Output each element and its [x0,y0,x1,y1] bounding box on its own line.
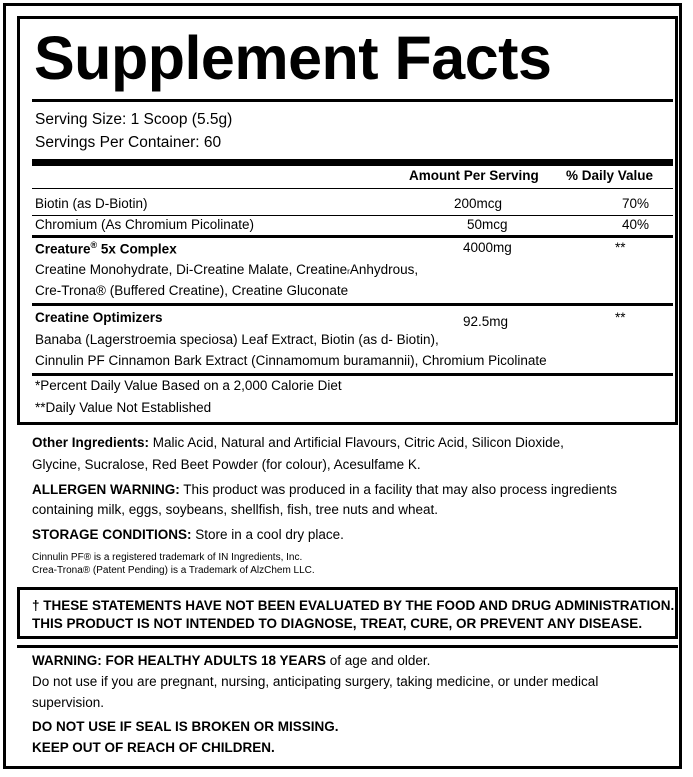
optimizers-dv: ** [615,310,626,325]
serving-rule [32,159,673,166]
header-rule [32,188,673,189]
footnote-dv: *Percent Daily Value Based on a 2,000 Calorie Diet [35,378,342,393]
warning-rule [17,645,678,648]
row-chromium-dv: 40% [622,217,650,232]
optimizers-name: Creatine Optimizers [35,310,163,325]
row-chromium-amount: 50mcg [467,217,508,232]
creature-amount: 4000mg [463,240,512,255]
children-warning: KEEP OUT OF REACH OF CHILDREN. [32,740,275,755]
row-rule [32,215,673,216]
optimizers-amount: 92.5mg [463,314,509,329]
supplement-facts-panel [17,16,678,425]
warning-line-1: WARNING: FOR HEALTHY ADULTS 18 YEARS of age and older. [32,653,431,668]
footnote-not-established: **Daily Value Not Established [35,400,212,415]
storage-conditions: STORAGE CONDITIONS: Store in a cool dry place. [32,527,344,542]
optimizers-description-1: Banaba (Lagerstroemia speciosa) Leaf Extract, Biotin (as d- Biotin), [35,332,439,347]
row-biotin-amount: 200mcg [454,196,503,211]
row-biotin-name: Biotin (as D-Biotin) [35,196,148,211]
dv-header: % Daily Value [566,168,654,183]
row-rule [32,373,673,376]
serving-size: Serving Size: 1 Scoop (5.5g) [35,111,233,128]
amount-header: Amount Per Serving [409,168,539,183]
seal-warning: DO NOT USE IF SEAL IS BROKEN OR MISSING. [32,719,339,734]
title-rule [32,99,673,102]
row-rule [32,235,673,238]
panel-title: Supplement Facts [34,24,552,92]
row-rule [32,303,673,306]
creature-dv: ** [615,240,626,255]
allergen-line-2: containing milk, eggs, soybeans, shellfish, fish, tree nuts and wheat. [32,502,438,517]
row-biotin-dv: 70% [622,196,650,211]
optimizers-description-2: Cinnulin PF Cinnamon Bark Extract (Cinnamomum buramannii), Chromium Picolinate [35,353,547,368]
warning-line-3: supervision. [32,695,105,710]
fda-disclaimer-box [17,587,678,639]
allergen-line-1: ALLERGEN WARNING: This product was produced in a facility that may also process ingredients [32,482,617,497]
other-ingredients-line-1: Other Ingredients: Malic Acid, Natural and Artificial Flavours, Citric Acid, Silicon Dioxide, [32,435,564,450]
trademark-crea-trona: Crea-Trona® (Patent Pending) is a Trademark of AlzChem LLC. [32,565,315,576]
fda-disclaimer-line-1: † THESE STATEMENTS HAVE NOT BEEN EVALUATED BY THE FOOD AND DRUG ADMINISTRATION. [32,598,675,613]
warning-line-2: Do not use if you are pregnant, nursing, anticipating surgery, taking medicine, or under medical [32,674,599,689]
servings-per-container: Servings Per Container: 60 [35,134,222,151]
fda-disclaimer-line-2: THIS PRODUCT IS NOT INTENDED TO DIAGNOSE, TREAT, CURE, OR PREVENT ANY DISEASE. [32,616,643,631]
trademark-cinnulin: Cinnulin PF® is a registered trademark of IN Ingredients, Inc. [32,552,303,563]
creature-description-2: Cre-Trona® (Buffered Creatine), Creatine Gluconate [35,283,349,298]
other-ingredients-line-2: Glycine, Sucralose, Red Beet Powder (for colour), Acesulfame K. [32,457,421,472]
creature-name: Creature® 5x Complex [35,240,177,257]
creature-description-1: Creatine Monohydrate, Di-Creatine Malate, CreatinerAnhydrous, [35,262,419,277]
row-chromium-name: Chromium (As Chromium Picolinate) [35,217,255,232]
